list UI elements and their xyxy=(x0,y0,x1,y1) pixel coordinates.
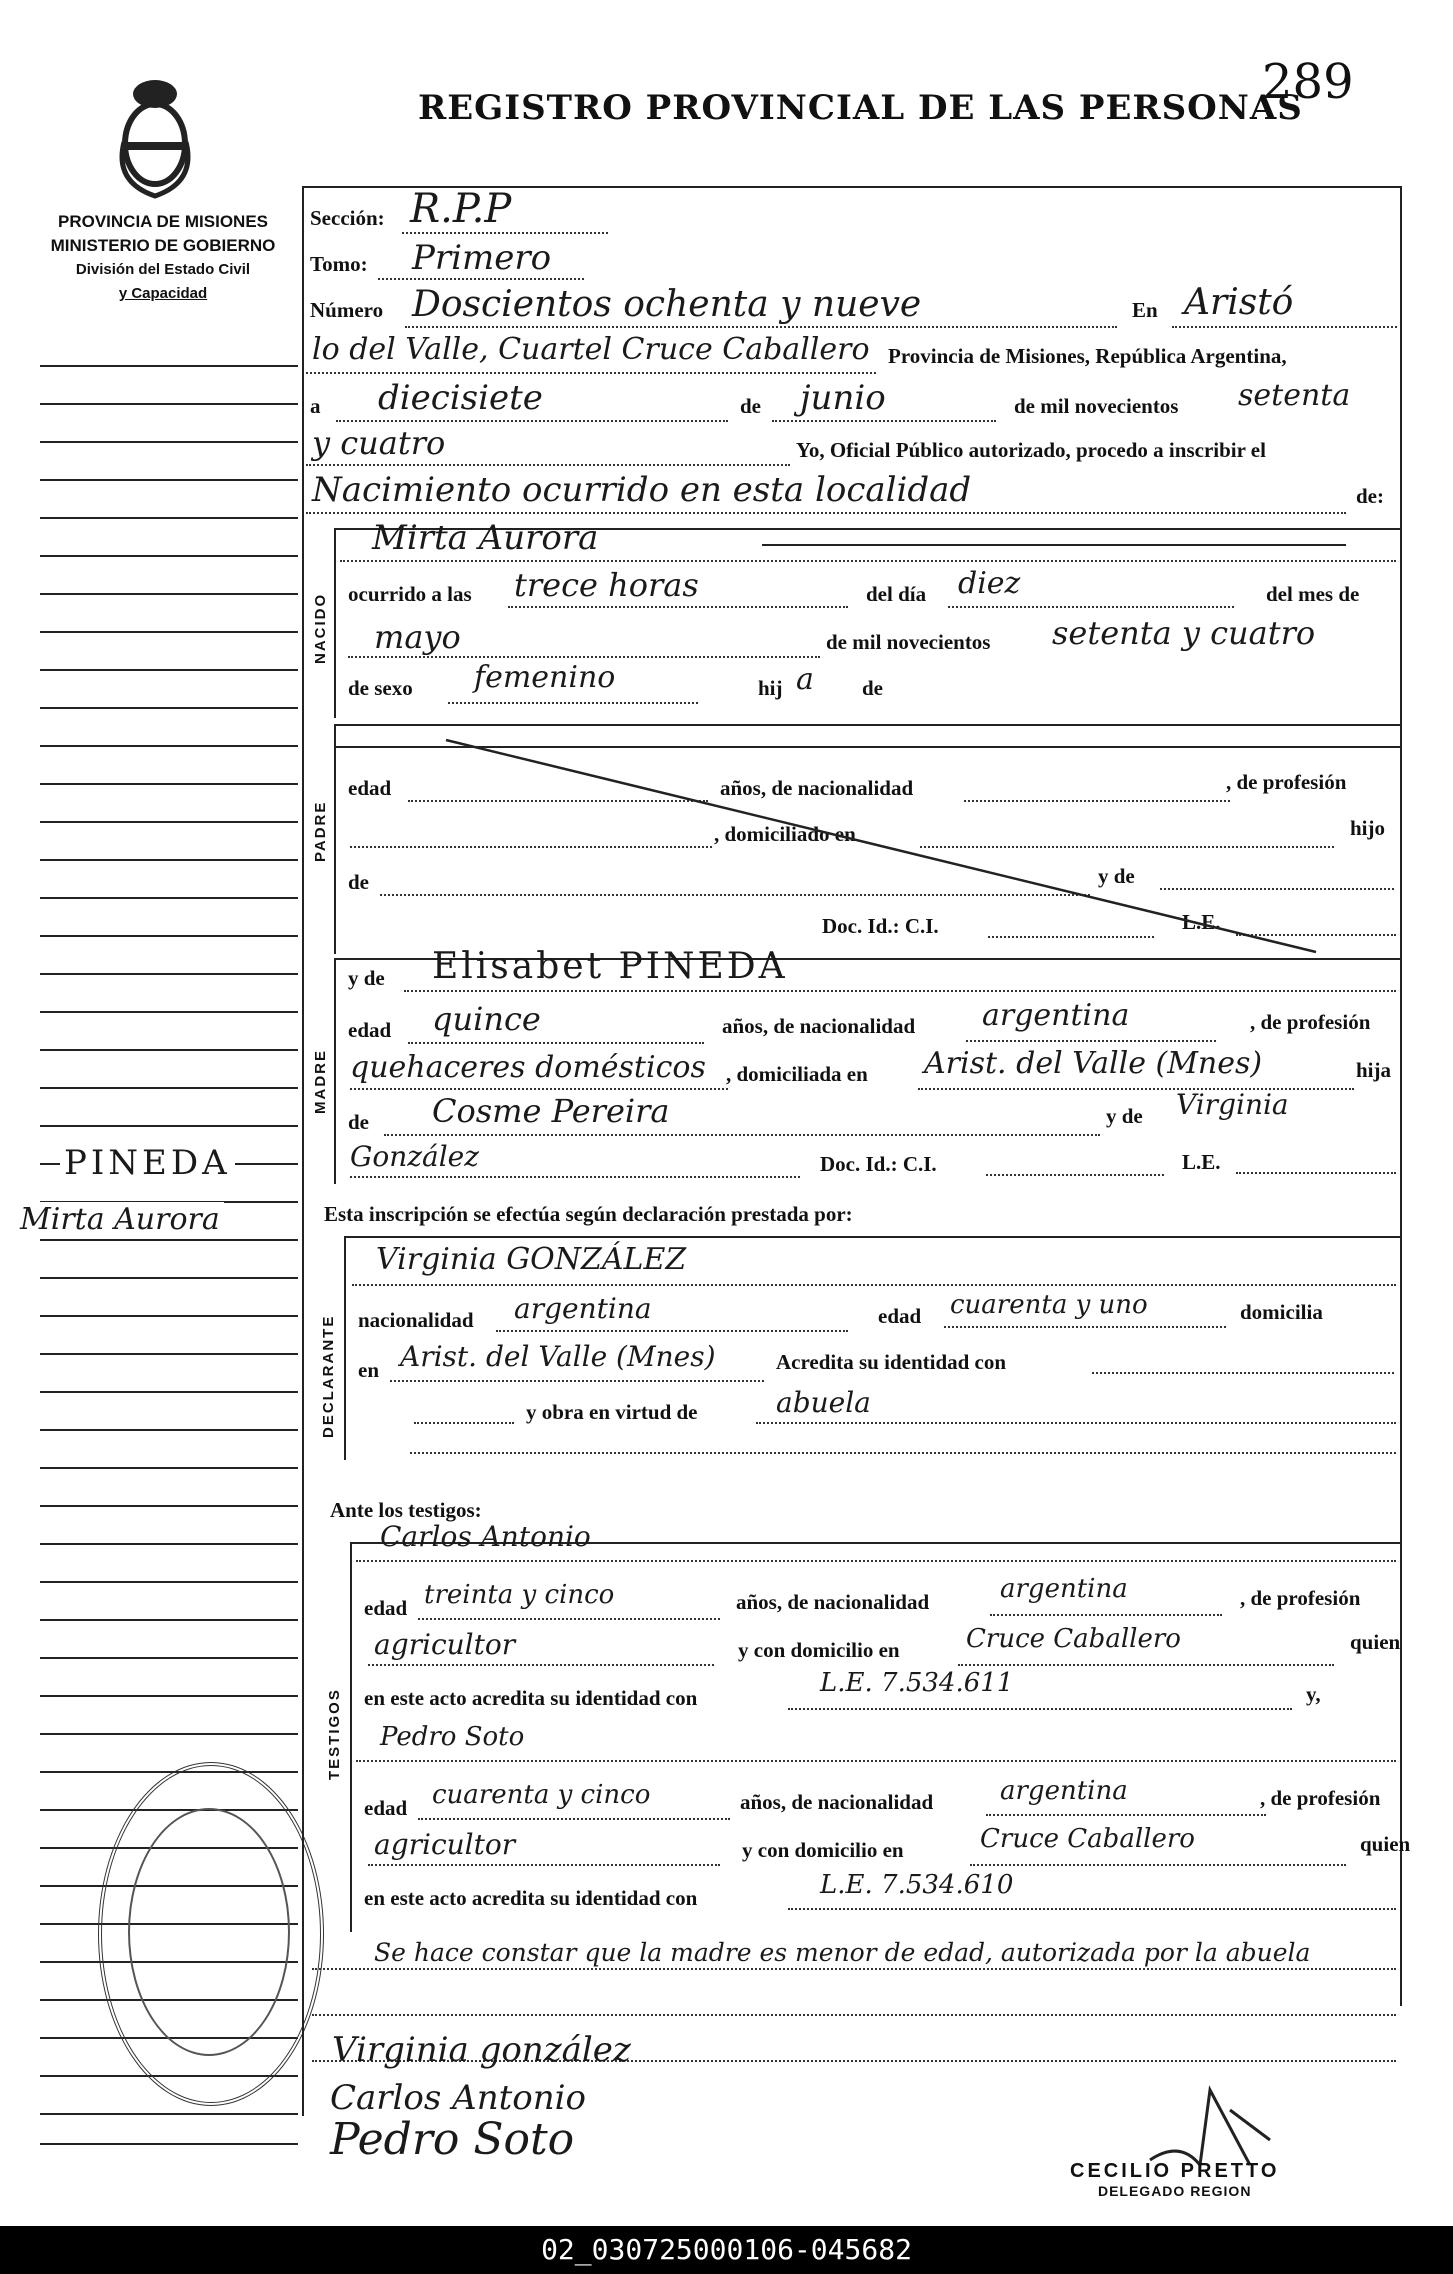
seccion-value: R.P.P xyxy=(410,186,512,232)
numero-label: Número xyxy=(310,298,384,322)
birth-day-value: diez xyxy=(958,566,1021,601)
sex-line xyxy=(448,702,698,704)
birth-hour-value: trece horas xyxy=(514,566,699,604)
en-value: Aristó xyxy=(1184,282,1294,323)
witness1-anios-label: años, de nacionalidad xyxy=(736,1590,930,1614)
madre-ci-line xyxy=(986,1174,1164,1176)
madre-edad-label: edad xyxy=(348,1018,392,1042)
witness2-profesion-label: , de profesión xyxy=(1260,1786,1381,1810)
madre-yde-label: y de xyxy=(348,966,385,990)
padre-strikethrough xyxy=(336,726,1336,954)
witness2-quien-label: quien xyxy=(1360,1832,1411,1856)
witness2-nationality-value: argentina xyxy=(1000,1776,1128,1806)
birth-hour-line xyxy=(508,606,848,608)
margin-note-surname: PINEDA xyxy=(60,1143,235,1183)
birth-day-line xyxy=(948,606,1234,608)
division-name: División del Estado Civil xyxy=(75,261,251,278)
witness2-nat-line xyxy=(986,1814,1266,1816)
padre-profesion-label: , de profesión xyxy=(1226,770,1347,794)
mother-name-value: Elisabet PINEDA xyxy=(432,946,788,987)
maternal-grandmother-value-cont: González xyxy=(350,1140,479,1173)
nacido-side-label: NACIDO xyxy=(312,592,329,664)
year-cont-line xyxy=(306,464,790,466)
mil-text: de mil novecientos xyxy=(1014,394,1179,418)
a-label: a xyxy=(310,394,321,418)
madre-docid-label: Doc. Id.: C.I. xyxy=(820,1152,937,1176)
official-name-stamp xyxy=(1070,2160,1279,2199)
witness2-profession-value: agricultor xyxy=(374,1828,516,1861)
dia-label: del día xyxy=(866,582,927,606)
witness2-name-line xyxy=(356,1760,1396,1762)
witness1-id-value: L.E. 7.534.611 xyxy=(820,1668,1014,1698)
child-name-line xyxy=(762,544,1346,546)
seccion-line xyxy=(402,232,608,234)
en-line xyxy=(1172,326,1397,328)
witness1-edad-label: edad xyxy=(364,1596,408,1620)
padre-domiciliado-label: , domiciliado en xyxy=(714,822,856,846)
declarante-domicilia-label: domicilia xyxy=(1240,1300,1323,1324)
declarant-dom-line xyxy=(390,1380,764,1382)
witness2-age-line xyxy=(418,1818,730,1820)
hij-label: hij xyxy=(758,676,783,700)
official-signature xyxy=(1140,2070,1310,2170)
declarante-frame-left xyxy=(344,1236,346,1460)
padre-le-label: L.E. xyxy=(1182,910,1221,934)
witness2-dom-line xyxy=(970,1864,1346,1866)
day-line xyxy=(336,420,728,422)
seccion-label: Sección: xyxy=(310,206,385,230)
declarant-age-line xyxy=(944,1326,1226,1328)
witness1-nat-line xyxy=(990,1614,1222,1616)
margin-note-given-names: Mirta Aurora xyxy=(16,1202,224,1237)
witness1-acredita-label: en este acto acredita su identidad con xyxy=(364,1686,698,1710)
witness1-y-label: y, xyxy=(1306,1682,1321,1706)
witness2-id-line xyxy=(788,1908,1396,1910)
nacido-frame-left xyxy=(334,528,336,718)
witness1-name-value: Carlos Antonio xyxy=(380,1520,591,1553)
coat-of-arms-seal xyxy=(112,72,198,202)
witness2-acredita-label: en este acto acredita su identidad con xyxy=(364,1886,698,1910)
witness2-age-value: cuarenta y cinco xyxy=(432,1780,651,1810)
declarant-capacity-value: abuela xyxy=(776,1386,871,1419)
declarant-name-value: Virginia GONZÁLEZ xyxy=(376,1242,687,1277)
declarant-name-line xyxy=(352,1284,1396,1286)
mother-age-line xyxy=(408,1042,704,1044)
witness1-age-value: treinta y cinco xyxy=(424,1580,615,1610)
padre-docid-label: Doc. Id.: C.I. xyxy=(822,914,939,938)
witness1-domicile-value: Cruce Caballero xyxy=(966,1624,1181,1654)
witness1-prof-line xyxy=(368,1664,714,1666)
declarante-frame-top xyxy=(344,1236,1400,1238)
padre-yde-label: y de xyxy=(1098,864,1135,888)
mes-label: del mes de xyxy=(1266,582,1360,606)
padre-edad-label: edad xyxy=(348,776,392,800)
observation-line-2 xyxy=(312,2014,1396,2016)
madre-side-label: MADRE xyxy=(312,1049,329,1114)
ocurrido-label: ocurrido a las xyxy=(348,582,472,606)
madre-anios-label: años, de nacionalidad xyxy=(722,1014,916,1038)
day-value: diecisiete xyxy=(378,378,543,418)
witness1-domicilio-label: y con domicilio en xyxy=(738,1638,900,1662)
declarante-obra-label: y obra en virtud de xyxy=(526,1400,698,1424)
ministry-name: MINISTERIO DE GOBIERNO xyxy=(50,236,276,255)
division-subname: y Capacidad xyxy=(118,285,208,302)
witness1-id-line xyxy=(788,1708,1292,1710)
observation-note-value: Se hace constar que la madre es menor de edad, autorizada por la abuela xyxy=(374,1938,1311,1967)
maternal-grandmother-line xyxy=(350,1176,800,1178)
sex-value: femenino xyxy=(474,660,616,695)
madre-de-label: de xyxy=(348,1110,369,1134)
maternal-grandfather-value: Cosme Pereira xyxy=(432,1092,670,1130)
witness1-name-line xyxy=(356,1560,1396,1562)
official-name: CECILIO PRETTO xyxy=(1070,2160,1280,2182)
numero-line xyxy=(405,326,1117,328)
document-id-footer: 02_030725000106-045682 xyxy=(0,2226,1453,2274)
declarante-intro: Esta inscripción se efectúa según declaración prestada por: xyxy=(324,1202,853,1226)
issuing-authority-header xyxy=(18,210,308,306)
witness2-signature: Pedro Soto xyxy=(330,2114,575,2165)
tomo-label: Tomo: xyxy=(310,252,368,276)
madre-frame-left xyxy=(334,958,336,1184)
witness2-id-value: L.E. 7.534.610 xyxy=(820,1870,1014,1900)
declarant-domicile-value: Arist. del Valle (Mnes) xyxy=(400,1340,716,1373)
acto-value: Nacimiento ocurrido en esta localidad xyxy=(312,470,972,510)
witness2-prof-line xyxy=(368,1864,720,1866)
oficial-text: Yo, Oficial Público autorizado, procedo a inscribir el xyxy=(796,438,1266,462)
en-label: En xyxy=(1132,298,1158,322)
witness1-profession-value: agricultor xyxy=(374,1628,516,1661)
declarante-nacionalidad-label: nacionalidad xyxy=(358,1308,474,1332)
madre-le-label: L.E. xyxy=(1182,1150,1221,1174)
sexo-label: de sexo xyxy=(348,676,413,700)
tomo-value: Primero xyxy=(412,238,552,278)
location-value: lo del Valle, Cuartel Cruce Caballero xyxy=(312,332,870,367)
main-frame-right xyxy=(1400,186,1402,2006)
acto-line xyxy=(306,512,1346,514)
document-title: REGISTRO PROVINCIAL DE LAS PERSONAS xyxy=(418,88,1303,128)
witness1-quien-label: quien xyxy=(1350,1630,1401,1654)
birth-year-value: setenta y cuatro xyxy=(1052,614,1316,652)
declarante-edad-label: edad xyxy=(878,1304,922,1328)
mother-profession-value: quehaceres domésticos xyxy=(350,1050,706,1085)
observation-line-1 xyxy=(312,1968,1396,1970)
witness2-domicile-value: Cruce Caballero xyxy=(980,1824,1195,1854)
provincia-text: Provincia de Misiones, República Argentina, xyxy=(888,344,1287,368)
month-value: junio xyxy=(800,378,886,418)
madre-hija-label: hija xyxy=(1356,1058,1392,1082)
numero-value: Doscientos ochenta y nueve xyxy=(412,284,922,325)
maternal-grandmother-value: Virginia xyxy=(1176,1088,1289,1121)
witness1-profesion-label: , de profesión xyxy=(1240,1586,1361,1610)
witness1-age-line xyxy=(418,1618,720,1620)
mother-nat-line xyxy=(966,1040,1216,1042)
declarant-nationality-value: argentina xyxy=(514,1292,652,1325)
declarante-acredita-label: Acredita su identidad con xyxy=(776,1350,1007,1374)
padre-side-label: PADRE xyxy=(312,800,329,862)
declarant-signature: Virginia gonzález xyxy=(332,2030,631,2070)
hij-value: a xyxy=(796,662,814,697)
child-name-value: Mirta Aurora xyxy=(372,518,599,558)
declarante-side-label: DECLARANTE xyxy=(320,1314,337,1438)
witness2-name-value: Pedro Soto xyxy=(380,1722,525,1752)
child-name-dots xyxy=(340,560,1396,562)
padre-de-label: de xyxy=(348,870,369,894)
declarant-age-value: cuarenta y uno xyxy=(950,1290,1148,1320)
de-colon: de: xyxy=(1356,484,1384,508)
location-line xyxy=(306,372,876,374)
hij-de-label: de xyxy=(862,676,883,700)
province-name: PROVINCIA DE MISIONES xyxy=(57,212,268,231)
declarant-nat-line xyxy=(496,1330,848,1332)
declarant-id-line xyxy=(1092,1372,1394,1374)
official-round-seal-inner xyxy=(128,1808,290,2056)
official-title: DELEGADO REGION xyxy=(1097,2183,1252,2199)
padre-anios-label: años, de nacionalidad xyxy=(720,776,914,800)
witness2-anios-label: años, de nacionalidad xyxy=(740,1790,934,1814)
month-line xyxy=(772,420,996,422)
madre-yde2-label: y de xyxy=(1106,1104,1143,1128)
declarant-capacity-line xyxy=(756,1422,1396,1424)
madre-le-line xyxy=(1236,1172,1396,1174)
testigos-frame-left xyxy=(350,1542,352,1932)
witness2-edad-label: edad xyxy=(364,1796,408,1820)
padre-hijo-label: hijo xyxy=(1350,816,1386,840)
madre-profesion-label: , de profesión xyxy=(1250,1010,1371,1034)
main-frame-left xyxy=(302,186,304,2116)
mother-domicile-value: Arist. del Valle (Mnes) xyxy=(924,1046,1263,1081)
testigos-intro: Ante los testigos: xyxy=(330,1498,482,1522)
maternal-grandfather-line xyxy=(384,1134,1100,1136)
mother-age-value: quince xyxy=(432,1000,541,1038)
page-number: 289 xyxy=(1262,54,1354,110)
birth-mil-label: de mil novecientos xyxy=(826,630,991,654)
witness1-dom-line xyxy=(958,1664,1334,1666)
tomo-line xyxy=(378,278,584,280)
declarante-en-label: en xyxy=(358,1358,379,1382)
witness1-signature: Carlos Antonio xyxy=(330,2078,586,2118)
mother-prof-line xyxy=(350,1088,728,1090)
witness2-domicilio-label: y con domicilio en xyxy=(742,1838,904,1862)
year-value-cont: y cuatro xyxy=(312,424,446,462)
mother-name-line xyxy=(404,990,1396,992)
testigos-side-label: TESTIGOS xyxy=(326,1688,343,1780)
year-value: setenta xyxy=(1238,378,1351,413)
de-label: de xyxy=(740,394,761,418)
declarant-id-cont-line xyxy=(414,1422,514,1424)
mother-nationality-value: argentina xyxy=(982,998,1130,1033)
madre-domiciliada-label: , domiciliada en xyxy=(726,1062,868,1086)
declarant-extra-line xyxy=(410,1452,1396,1454)
birth-month-line xyxy=(348,656,820,658)
witness1-nationality-value: argentina xyxy=(1000,1574,1128,1604)
birth-month-value: mayo xyxy=(374,618,461,656)
